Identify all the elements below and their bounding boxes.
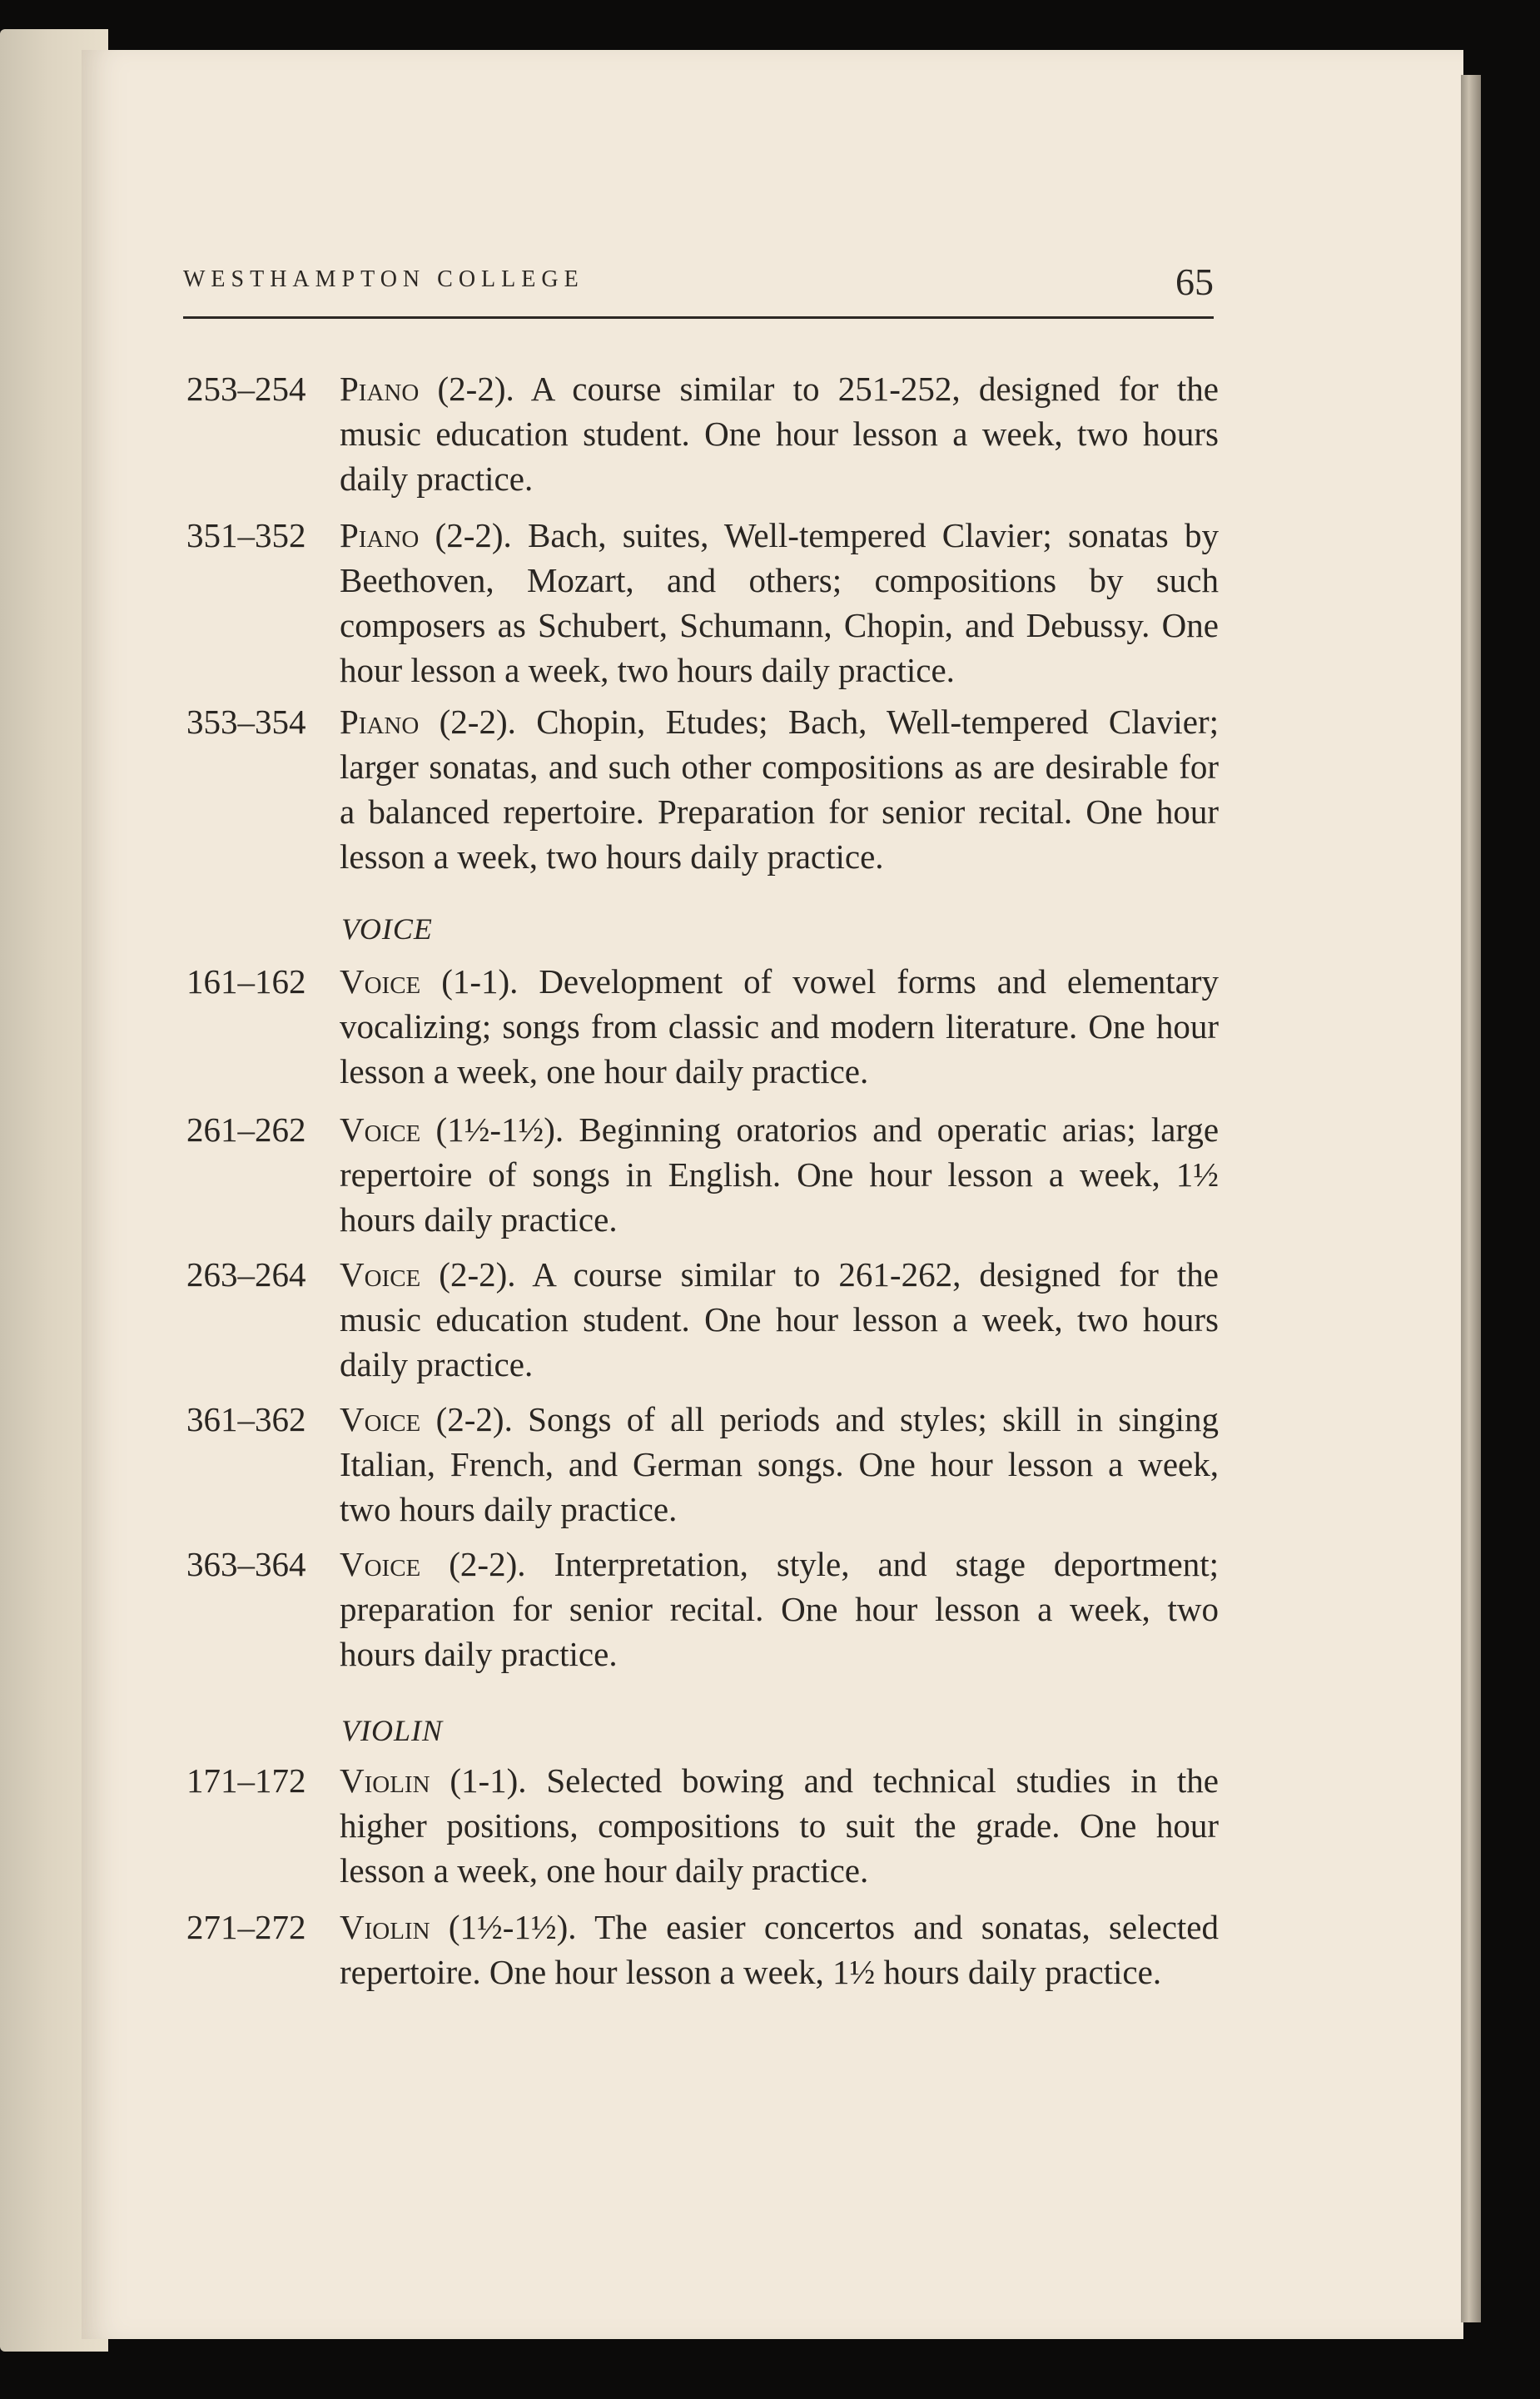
course-number: 351–352: [186, 516, 306, 554]
course-credits: (2-2).: [439, 1255, 516, 1294]
course-credits: (1½-1½).: [448, 1908, 577, 1946]
course-number: 261–262: [186, 1110, 306, 1149]
course-credits: (2-2).: [435, 1400, 513, 1438]
course-number: 171–172: [186, 1761, 306, 1800]
course-credits: (2-2).: [439, 703, 516, 741]
course-text: Development of vowel forms and elementary vocalizing; songs from classic and modern literature. One hour lesson a week, one hour daily practice.: [340, 962, 1220, 1090]
course-title: Violin: [340, 1908, 430, 1946]
course-title: Voice: [340, 1110, 421, 1149]
page-number: 65: [1175, 261, 1214, 303]
course-title: Voice: [340, 1400, 421, 1438]
course-text: A course similar to 261-262, designed for the music education student. One hour lesson a week, two hours daily practice.: [340, 1255, 1219, 1383]
course-text: Bach, suites, Well-tempered Clavier; sonatas by Beethoven, Mozart, and others; compositions by such composers as Schubert, Schumann, Chopin, and Debussy. One hour lesson a week, two hours daily practice.: [340, 516, 1219, 689]
section-title-violin: VIOLIN: [341, 1714, 443, 1747]
course-description: [340, 1905, 1219, 1994]
course-title: Voice: [340, 1255, 421, 1294]
course-entry: [186, 699, 1219, 879]
course-number: 363–364: [186, 1545, 306, 1583]
course-text: Beginning oratorios and operatic arias; large repertoire of songs in English. One hour lesson a week, 1½ hours daily practice.: [340, 1110, 1220, 1239]
course-entry: [186, 1542, 1219, 1676]
course-description: [340, 1107, 1219, 1242]
course-entry: [186, 1107, 1219, 1242]
course-number: 253–254: [186, 370, 306, 408]
course-credits: (2-2).: [435, 516, 512, 554]
course-text: The easier concertos and sonatas, selected repertoire. One hour lesson a week, 1½ hours daily practice.: [340, 1908, 1220, 1991]
course-entry: [186, 366, 1219, 501]
course-text: Selected bowing and technical studies in the higher positions, compositions to suit the grade. One hour lesson a week, one hour daily practice.: [340, 1761, 1219, 1890]
course-credits: (1½-1½).: [435, 1110, 564, 1149]
course-entry: [186, 1905, 1219, 1994]
course-number: 361–362: [186, 1400, 306, 1438]
course-entry: [186, 1252, 1219, 1387]
page-stack-edge: [1461, 75, 1481, 2322]
course-text: Songs of all periods and styles; skill in singing Italian, French, and German songs. One hour lesson a week, two hours daily practice.: [340, 1400, 1220, 1528]
course-number: 271–272: [186, 1908, 306, 1946]
course-number: 161–162: [186, 962, 306, 1001]
course-entry: [186, 1758, 1219, 1893]
course-title: Piano: [340, 370, 420, 408]
course-title: Voice: [340, 962, 421, 1001]
course-credits: (1-1).: [441, 962, 519, 1001]
college-name: WESTHAMPTON COLLEGE: [183, 266, 584, 292]
course-credits: (2-2).: [449, 1545, 526, 1583]
course-title: Piano: [340, 516, 420, 554]
section-title-voice: VOICE: [341, 912, 433, 946]
course-description: [340, 1758, 1219, 1893]
course-description: [340, 1397, 1219, 1532]
course-title: Voice: [340, 1545, 421, 1583]
course-entry: [186, 513, 1219, 693]
course-credits: (2-2).: [437, 370, 514, 408]
course-number: 263–264: [186, 1255, 306, 1294]
course-description: [340, 366, 1219, 501]
running-header: [183, 260, 1214, 319]
course-description: [340, 513, 1219, 693]
course-credits: (1-1).: [450, 1761, 527, 1800]
course-entry: [186, 959, 1219, 1094]
course-description: [340, 699, 1219, 879]
course-text: A course similar to 251-252, designed for the music education student. One hour lesson a week, two hours daily practice.: [340, 370, 1219, 498]
course-description: [340, 1542, 1219, 1676]
course-number: 353–354: [186, 703, 306, 741]
course-title: Violin: [340, 1761, 430, 1800]
course-text: Chopin, Etudes; Bach, Well-tempered Clavier; larger sonatas, and such other compositions as are desirable for a balanced repertoire. Preparation for senior recital. One hour lesson a week, two hours daily practice.: [340, 703, 1220, 876]
course-text: Interpretation, style, and stage deportment; preparation for senior recital. One hour lesson a week, two hours daily practice.: [340, 1545, 1220, 1673]
course-title: Piano: [340, 703, 420, 741]
course-description: [340, 959, 1219, 1094]
course-entry: [186, 1397, 1219, 1532]
course-description: [340, 1252, 1219, 1387]
